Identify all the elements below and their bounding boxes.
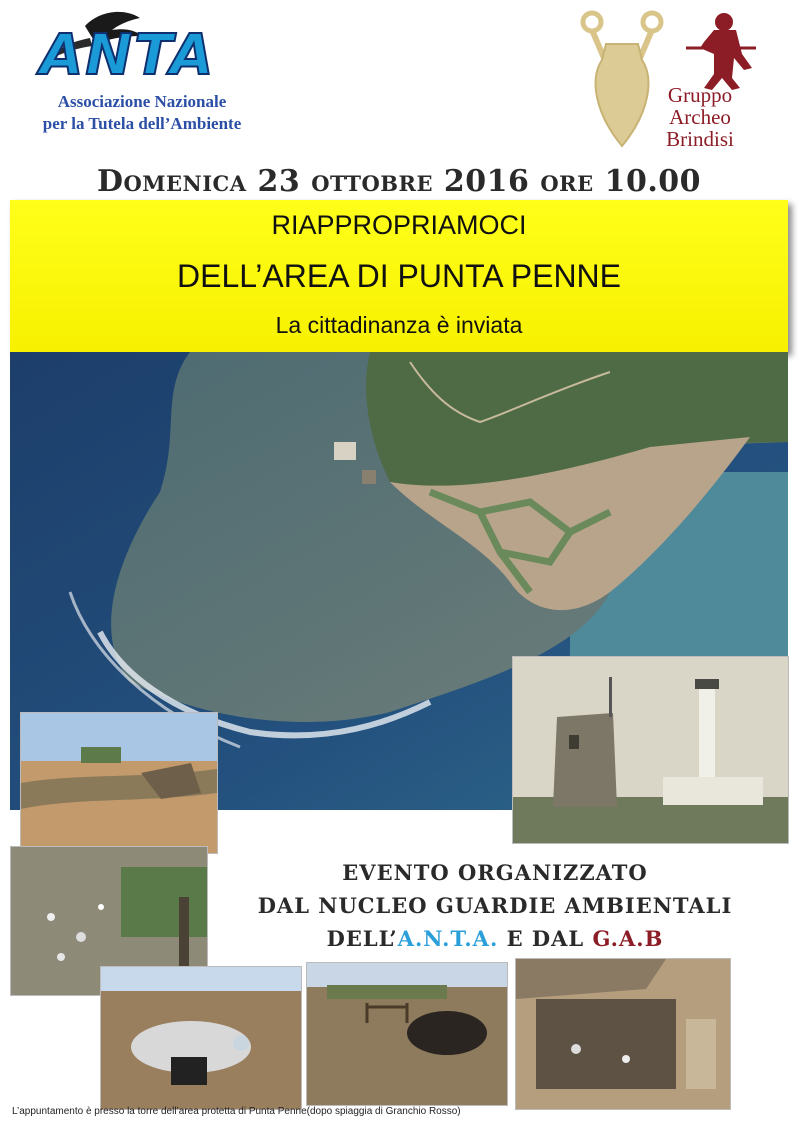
headline-line2: DELL’AREA DI PUNTA PENNE xyxy=(177,258,621,294)
photo-ruin-debris xyxy=(515,958,731,1110)
anta-logo-word: ANTA xyxy=(40,23,216,88)
organizer-line3 xyxy=(230,926,760,951)
amphora-icon xyxy=(583,13,661,146)
organizer-line2: DAL NUCLEO GUARDIE AMBIENTALI xyxy=(257,893,733,918)
photo-burnt-ground xyxy=(306,962,508,1106)
headline-invite: La cittadinanza è inviata xyxy=(275,312,523,338)
photo-beach-debris xyxy=(20,712,218,854)
organizer-anta: A.N.T.A. xyxy=(397,926,499,951)
warrior-icon xyxy=(686,13,756,90)
anta-subtitle-line2: per la Tutela dell’Ambiente xyxy=(42,114,242,133)
organizer-gab: G.A.B xyxy=(592,926,664,951)
headline-line1: RIAPPROPRIAMOCI xyxy=(271,210,527,240)
gab-logo-line1: Gruppo xyxy=(667,83,733,107)
organizer-prefix: DELL’ xyxy=(326,926,398,951)
organizer-line1: EVENTO ORGANIZZATO xyxy=(342,860,648,885)
photo-plastic-waste xyxy=(100,966,302,1110)
gab-logo-line2: Archeo xyxy=(669,105,731,129)
meeting-point-note: L’appuntamento è presso la torre dell’area protetta di Punta Penne(dopo spiaggia di Granchio Rosso) xyxy=(12,1106,461,1117)
event-date: Domenica 23 ottobre 2016 ore 10.00 xyxy=(96,164,702,199)
gab-logo-line3: Brindisi xyxy=(666,127,734,151)
historic-photo-tower-lighthouse xyxy=(512,656,789,844)
organizer-middle: E DAL xyxy=(498,926,593,951)
anta-subtitle-line1: Associazione Nazionale xyxy=(57,92,227,111)
